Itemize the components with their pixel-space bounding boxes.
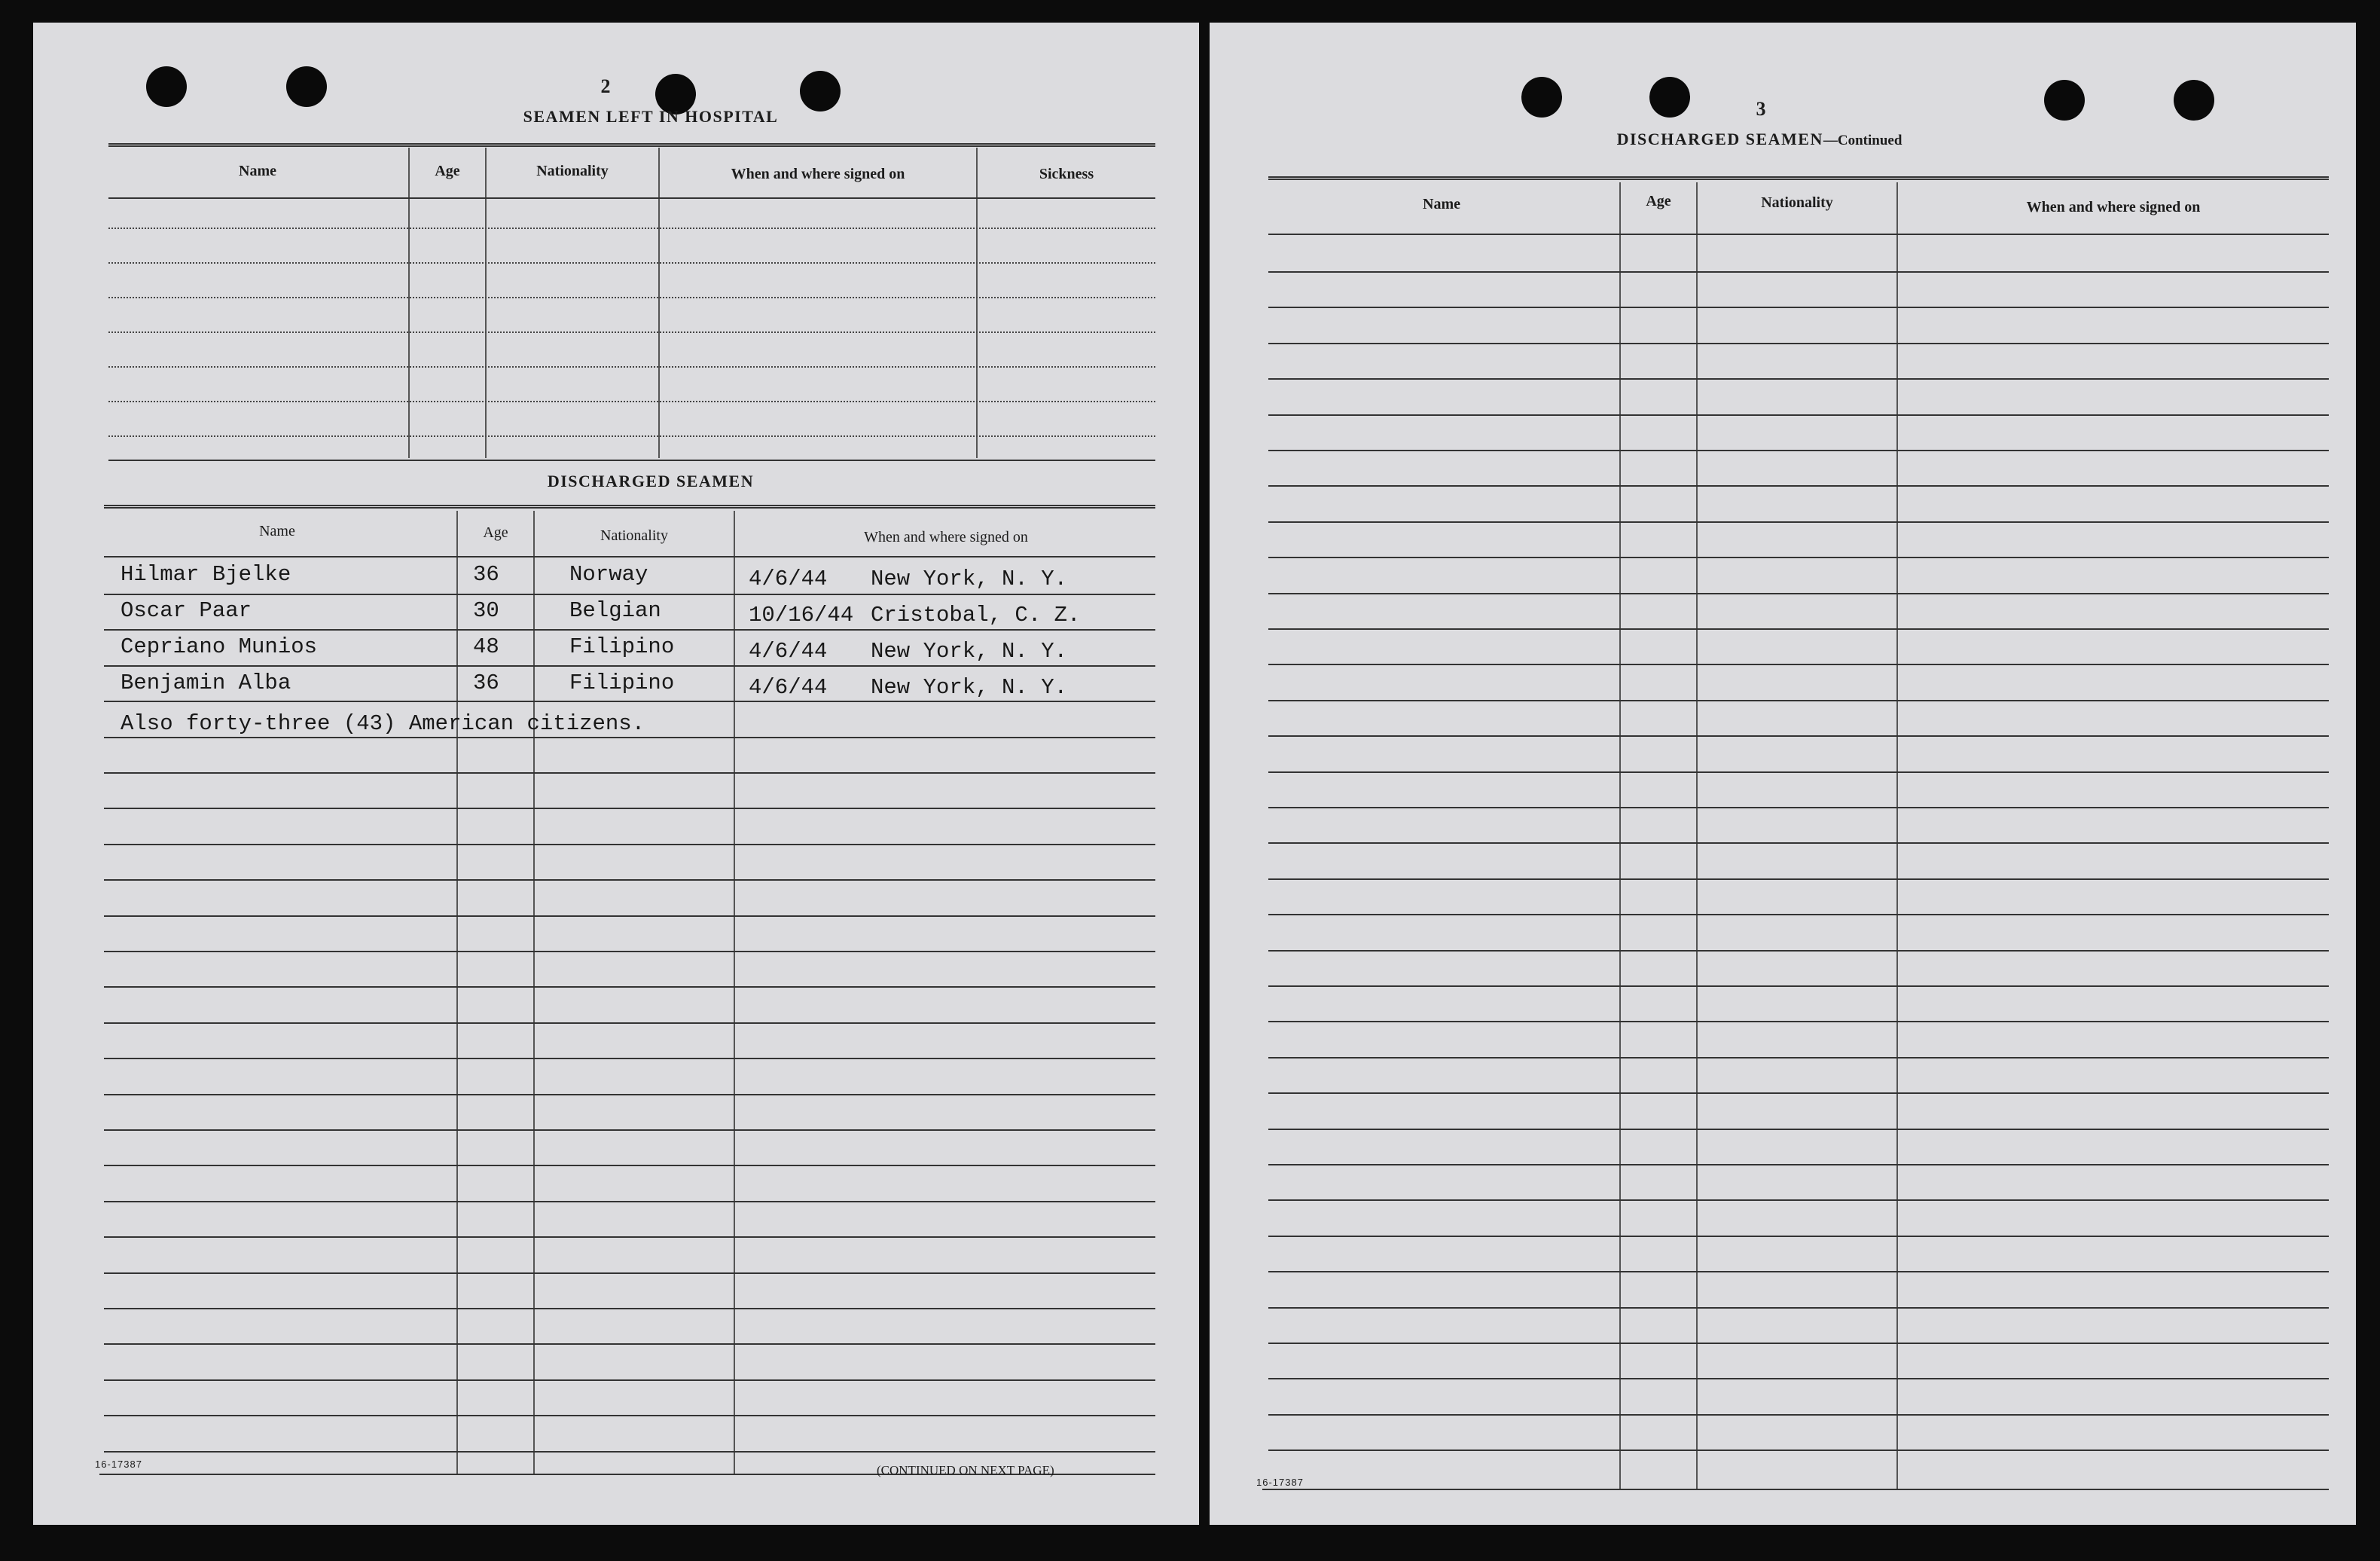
- hospital-col-divider: [658, 148, 660, 458]
- discharged-section-title: DISCHARGED SEAMEN: [547, 472, 755, 490]
- hospital-table-top-rule: [108, 143, 1155, 147]
- discharged-date-cell: 4/6/44: [749, 675, 828, 700]
- punch-hole: [2174, 80, 2214, 121]
- ruled-row-line: [104, 1343, 1155, 1345]
- title-main: DISCHARGED SEAMEN: [1616, 130, 1823, 148]
- ruled-row-line: [1268, 1414, 2329, 1416]
- ruled-row-line: [1268, 807, 2329, 808]
- ruled-row-line: [1268, 343, 2329, 344]
- ruled-row-line: [104, 844, 1155, 845]
- hospital-col-age: Age: [435, 163, 460, 179]
- hospital-col-nationality: Nationality: [536, 163, 609, 179]
- ruled-row-line: [1268, 950, 2329, 952]
- discharged-age-cell: 36: [473, 562, 499, 587]
- discharged-place-cell: New York, N. Y.: [871, 639, 1068, 664]
- discharged-age-cell: 30: [473, 598, 499, 623]
- ruled-row-line: [104, 1272, 1155, 1274]
- form-number: 16-17387: [95, 1459, 142, 1470]
- punch-hole: [2044, 80, 2085, 121]
- ruled-row-line: [104, 737, 1155, 738]
- ruled-row-line: [1268, 878, 2329, 880]
- title-suffix: —Continued: [1823, 133, 1902, 148]
- hospital-row-line: [108, 297, 1155, 298]
- punch-hole: [1521, 77, 1562, 118]
- ruled-row-line: [104, 1451, 1155, 1453]
- ruled-row-line: [104, 879, 1155, 881]
- continued-col-signed-on: When and where signed on: [2026, 199, 2201, 215]
- discharged-place-cell: New York, N. Y.: [871, 675, 1068, 700]
- ruled-row-line: [104, 629, 1155, 631]
- right-page: [1210, 23, 2356, 1525]
- hospital-header-rule: [108, 197, 1155, 199]
- ruled-row-line: [1268, 1164, 2329, 1165]
- ruled-row-line: [1268, 771, 2329, 773]
- ruled-row-line: [1268, 628, 2329, 630]
- discharged-date-cell: 4/6/44: [749, 567, 828, 591]
- hospital-row-line: [108, 262, 1155, 264]
- discharged-col-divider: [734, 511, 735, 1474]
- ruled-row-line: [104, 665, 1155, 667]
- ruled-row-line: [1268, 700, 2329, 701]
- discharged-name-cell: Benjamin Alba: [121, 671, 291, 695]
- continued-col-nationality: Nationality: [1761, 194, 1833, 211]
- discharged-col-divider: [456, 511, 458, 1474]
- continued-col-age: Age: [1646, 193, 1671, 209]
- ruled-row-line: [1268, 557, 2329, 558]
- ruled-row-line: [1268, 735, 2329, 737]
- discharged-continued-title: [1436, 130, 2083, 149]
- ruled-row-line: [104, 1094, 1155, 1095]
- ruled-row-line: [1268, 593, 2329, 594]
- ruled-row-line: [104, 986, 1155, 988]
- ruled-row-line: [1268, 1236, 2329, 1237]
- ruled-row-line: [1268, 450, 2329, 451]
- discharged-nationality-cell: Filipino: [569, 634, 675, 659]
- discharged-table-top-rule: [104, 505, 1155, 509]
- ruled-row-line: [1268, 414, 2329, 416]
- hospital-col-sickness: Sickness: [1039, 166, 1094, 182]
- ruled-row-line: [104, 594, 1155, 595]
- hospital-row-line: [108, 366, 1155, 368]
- punch-hole: [1649, 77, 1690, 118]
- left-page: [33, 23, 1199, 1525]
- ruled-row-line: [104, 915, 1155, 917]
- ruled-row-line: [104, 1165, 1155, 1166]
- ruled-row-line: [104, 1129, 1155, 1131]
- continued-col-name: Name: [1423, 196, 1460, 212]
- discharged-col-divider: [533, 511, 535, 1474]
- form-number: 16-17387: [1256, 1477, 1304, 1488]
- hospital-section-title: SEAMEN LEFT IN HOSPITAL: [523, 107, 779, 126]
- ruled-row-line: [1268, 985, 2329, 987]
- hospital-col-name: Name: [239, 163, 276, 179]
- ruled-row-line: [104, 1308, 1155, 1309]
- ruled-row-line: [104, 808, 1155, 809]
- ruled-row-line: [1268, 1378, 2329, 1379]
- ruled-row-line: [1268, 378, 2329, 380]
- ruled-row-line: [1268, 271, 2329, 273]
- ruled-row-line: [1268, 521, 2329, 523]
- discharged-nationality-cell: Norway: [569, 562, 648, 587]
- discharged-date-cell: 4/6/44: [749, 639, 828, 664]
- ruled-row-line: [1268, 1021, 2329, 1022]
- ruled-row-line: [104, 951, 1155, 952]
- hospital-table-bottom-rule: [108, 460, 1155, 461]
- ruled-row-line: [1268, 1271, 2329, 1272]
- discharged-col-nationality: Nationality: [600, 527, 668, 544]
- discharged-name-cell: Cepriano Munios: [121, 634, 318, 659]
- discharged-place-cell: Cristobal, C. Z.: [871, 603, 1081, 628]
- ruled-row-line: [1268, 1092, 2329, 1094]
- ruled-row-line: [1268, 485, 2329, 487]
- ruled-row-line: [104, 1058, 1155, 1059]
- discharged-name-cell: Oscar Paar: [121, 598, 252, 623]
- page-number: 2: [600, 75, 611, 97]
- ruled-row-line: [104, 1415, 1155, 1416]
- discharged-header-rule: [104, 556, 1155, 558]
- discharged-date-cell: 10/16/44: [749, 603, 854, 628]
- discharged-place-cell: New York, N. Y.: [871, 567, 1068, 591]
- continued-footer: (CONTINUED ON NEXT PAGE): [877, 1463, 1054, 1477]
- discharged-age-cell: 36: [473, 671, 499, 695]
- page-number: 3: [1756, 98, 1766, 120]
- discharged-nationality-cell: Belgian: [569, 598, 661, 623]
- hospital-col-divider: [485, 148, 487, 458]
- punch-hole: [146, 66, 187, 107]
- hospital-col-divider: [408, 148, 410, 458]
- continued-table-bottom-rule: [1262, 1489, 2329, 1490]
- hospital-row-line: [108, 228, 1155, 229]
- discharged-note: Also forty-three (43) American citizens.: [121, 711, 645, 736]
- ruled-row-line: [1268, 842, 2329, 844]
- continued-table-top-rule: [1268, 176, 2329, 180]
- discharged-col-name: Name: [259, 523, 295, 539]
- discharged-name-cell: Hilmar Bjelke: [121, 562, 291, 587]
- ruled-row-line: [1268, 1129, 2329, 1130]
- ruled-row-line: [1268, 1057, 2329, 1058]
- discharged-age-cell: 48: [473, 634, 499, 659]
- continued-header-rule: [1268, 234, 2329, 235]
- discharged-col-signed-on: When and where signed on: [864, 529, 1028, 545]
- ruled-row-line: [1268, 914, 2329, 915]
- ruled-row-line: [104, 701, 1155, 702]
- ruled-row-line: [1268, 1343, 2329, 1344]
- ruled-row-line: [1268, 664, 2329, 665]
- discharged-col-age: Age: [483, 524, 508, 541]
- ruled-row-line: [104, 1022, 1155, 1024]
- ruled-row-line: [104, 1379, 1155, 1381]
- hospital-row-line: [108, 331, 1155, 333]
- ruled-row-line: [104, 772, 1155, 774]
- ruled-row-line: [104, 1236, 1155, 1238]
- punch-hole: [800, 71, 841, 112]
- ruled-row-line: [1268, 1307, 2329, 1309]
- hospital-row-line: [108, 401, 1155, 402]
- ruled-row-line: [1268, 1450, 2329, 1451]
- hospital-col-signed-on: When and where signed on: [731, 166, 905, 182]
- punch-hole: [286, 66, 327, 107]
- discharged-nationality-cell: Filipino: [569, 671, 675, 695]
- ruled-row-line: [104, 1201, 1155, 1202]
- ruled-row-line: [1268, 307, 2329, 308]
- hospital-row-line: [108, 435, 1155, 437]
- ruled-row-line: [1268, 1199, 2329, 1201]
- hospital-col-divider: [976, 148, 978, 458]
